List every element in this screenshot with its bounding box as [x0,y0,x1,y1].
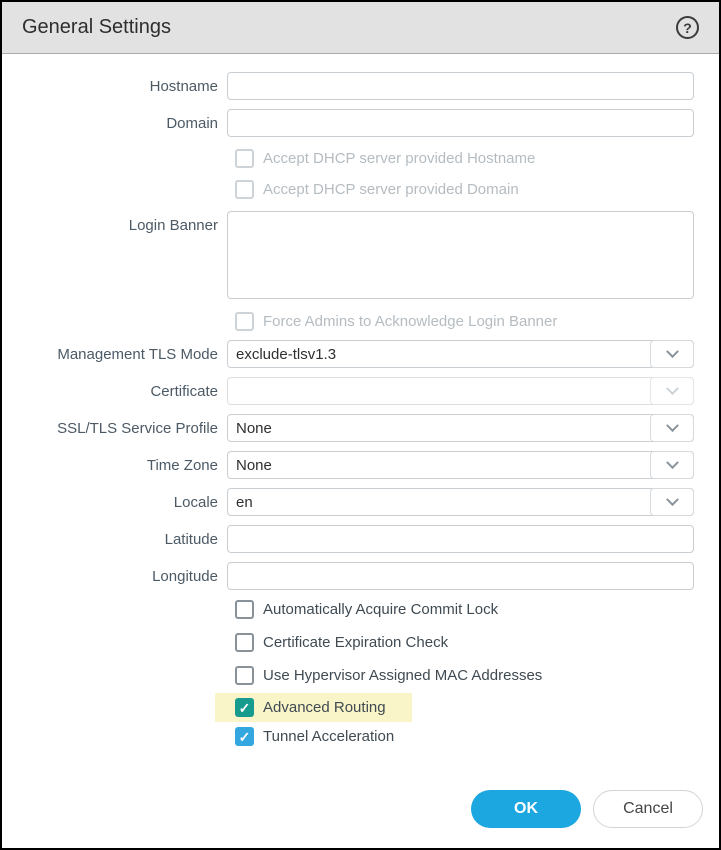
longitude-label: Longitude [152,567,218,585]
chevron-down-icon [650,340,694,368]
time-zone-label: Time Zone [146,456,218,474]
hostname-label: Hostname [149,77,218,95]
domain-label: Domain [166,114,218,132]
tunnel-acceleration-label: Tunnel Acceleration [263,728,395,745]
login-banner-row [2,211,719,304]
certificate-label: Certificate [150,382,218,400]
ssl-tls-service-profile-value: None [236,419,272,437]
ok-button[interactable]: OK [471,790,581,828]
cancel-button[interactable]: Cancel [593,790,703,828]
longitude-row [2,562,719,590]
hostname-input[interactable] [227,72,694,100]
ssl-tls-service-profile-label: SSL/TLS Service Profile [57,419,218,437]
hypervisor-mac-checkbox[interactable] [235,666,254,685]
dialog-header [2,2,719,54]
hostname-row [2,72,719,100]
locale-value: en [236,493,253,511]
ssl-tls-service-profile-row [2,414,719,442]
accept-dhcp-hostname-label: Accept DHCP server provided Hostname [263,150,536,167]
latitude-row [2,525,719,553]
chevron-down-icon [650,451,694,479]
auto-commit-lock-row [235,600,719,619]
login-banner-textarea[interactable] [227,211,694,299]
certificate-expiration-check-row [235,633,719,652]
time-zone-row [2,451,719,479]
certificate-expiration-label: Certificate Expiration Check [263,634,449,651]
management-tls-mode-value: exclude-tlsv1.3 [236,345,337,363]
management-tls-mode-row [2,340,719,368]
force-admins-checkbox[interactable] [235,312,254,331]
chevron-down-icon [650,488,694,516]
force-admins-label: Force Admins to Acknowledge Login Banner [263,313,558,330]
domain-input[interactable] [227,109,694,137]
time-zone-select[interactable] [227,451,694,479]
latitude-input[interactable] [227,525,694,553]
hypervisor-mac-label: Use Hypervisor Assigned MAC Addresses [263,667,543,684]
certificate-select[interactable] [227,377,694,405]
tunnel-acceleration-row [235,727,719,746]
hypervisor-mac-row [235,666,719,685]
advanced-routing-label: Advanced Routing [263,699,386,716]
login-banner-label: Login Banner [128,217,218,234]
accept-dhcp-hostname-row [235,149,719,168]
force-admins-row [235,312,719,331]
locale-row [2,488,719,516]
certificate-expiration-checkbox[interactable] [235,633,254,652]
locale-select[interactable] [227,488,694,516]
time-zone-value: None [236,456,272,474]
latitude-label: Latitude [164,530,218,548]
advanced-routing-checkbox[interactable] [235,698,254,717]
certificate-row [2,377,719,405]
auto-commit-lock-checkbox[interactable] [235,600,254,619]
chevron-down-icon [650,377,694,405]
tunnel-acceleration-checkbox[interactable] [235,727,254,746]
chevron-down-icon [650,414,694,442]
domain-row [2,109,719,137]
accept-dhcp-domain-label: Accept DHCP server provided Domain [263,181,519,198]
ssl-tls-service-profile-select[interactable] [227,414,694,442]
help-icon[interactable]: ? [676,16,699,39]
locale-label: Locale [173,493,218,511]
management-tls-mode-label: Management TLS Mode [57,345,218,363]
auto-commit-lock-label: Automatically Acquire Commit Lock [263,601,499,618]
longitude-input[interactable] [227,562,694,590]
accept-dhcp-domain-checkbox[interactable] [235,180,254,199]
dialog-title: General Settings [22,16,171,38]
dialog-footer [2,790,719,828]
accept-dhcp-hostname-checkbox[interactable] [235,149,254,168]
management-tls-mode-select[interactable] [227,340,694,368]
accept-dhcp-domain-row [235,180,719,199]
dialog-body [2,54,719,848]
advanced-routing-row [215,693,412,722]
